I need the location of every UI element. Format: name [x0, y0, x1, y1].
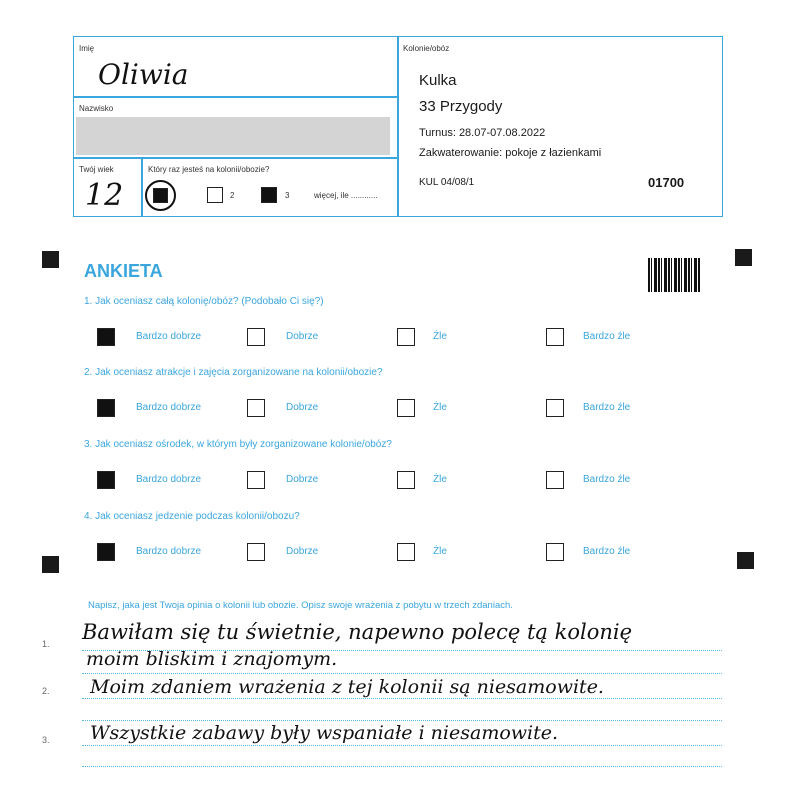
question-2-option-1-checkbox[interactable] — [97, 399, 115, 417]
camp-number: 01700 — [648, 175, 685, 190]
camp-name: Kulka — [419, 72, 457, 89]
question-4-option-2-checkbox[interactable] — [247, 543, 265, 561]
question-1-text: 1. Jak oceniasz całą kolonię/obóz? (Podobało Ci się?) — [84, 296, 324, 307]
camp-program: 33 Przygody — [419, 98, 503, 115]
question-4-option-3-label: Źle — [433, 546, 447, 557]
header-col-divider — [141, 157, 143, 217]
question-1-option-1-checkbox[interactable] — [97, 328, 115, 346]
times-option-2-label: 2 — [230, 191, 235, 200]
answer-line-3[interactable]: Wszystkie zabawy były wspaniałe i niesamowite. — [90, 722, 559, 744]
answer-line — [82, 766, 722, 767]
opinion-prompt: Napisz, jaka jest Twoja opinia o kolonii lub obozie. Opisz swoje wrażenia z pobytu w trzech zdaniach. — [88, 600, 513, 611]
registration-marker — [735, 249, 752, 266]
name-value[interactable]: Oliwia — [98, 58, 189, 91]
question-4-text: 4. Jak oceniasz jedzenie podczas kolonii/obozu? — [84, 511, 300, 522]
turnus: Turnus: 28.07-07.08.2022 — [419, 127, 546, 139]
answer-line — [82, 720, 722, 721]
question-2-option-1-label: Bardzo dobrze — [136, 402, 202, 413]
question-1-option-4-label: Bardzo źle — [583, 331, 631, 342]
question-1-option-2-checkbox[interactable] — [247, 328, 265, 346]
question-2-option-4-checkbox[interactable] — [546, 399, 564, 417]
question-3-option-1-label: Bardzo dobrze — [136, 474, 202, 485]
question-1-option-2-label: Dobrze — [286, 331, 319, 342]
times-option-3-checkbox[interactable] — [261, 187, 277, 203]
times-option-1-circle — [145, 180, 176, 211]
age-label: Twój wiek — [79, 165, 114, 174]
registration-marker — [42, 251, 59, 268]
camp-label: Kolonie/obóz — [403, 44, 450, 53]
question-4-option-4-label: Bardzo źle — [583, 546, 631, 557]
times-option-more-label: więcej, ile ............ — [314, 191, 378, 200]
registration-marker — [42, 556, 59, 573]
times-option-2-checkbox[interactable] — [207, 187, 223, 203]
question-3-option-4-checkbox[interactable] — [546, 471, 564, 489]
name-label: Imię — [79, 44, 95, 53]
header-row-divider — [73, 157, 398, 159]
question-3-option-4-label: Bardzo źle — [583, 474, 631, 485]
question-4-option-1-label: Bardzo dobrze — [136, 546, 202, 557]
question-2-option-4-label: Bardzo źle — [583, 402, 631, 413]
survey-title: ANKIETA — [84, 261, 163, 281]
surname-redaction — [76, 117, 390, 155]
answer-line-2[interactable]: Moim zdaniem wrażenia z tej kolonii są niesamowite. — [90, 676, 604, 698]
answer-line — [82, 698, 722, 699]
question-3-option-3-label: Źle — [433, 474, 447, 485]
question-4-option-4-checkbox[interactable] — [546, 543, 564, 561]
question-3-text: 3. Jak oceniasz ośrodek, w którym były zorganizowane kolonie/obóz? — [84, 439, 392, 450]
question-2-option-2-checkbox[interactable] — [247, 399, 265, 417]
question-1-option-3-label: Źle — [433, 331, 447, 342]
question-3-option-2-checkbox[interactable] — [247, 471, 265, 489]
question-4-option-2-label: Dobrze — [286, 546, 319, 557]
question-2-option-3-checkbox[interactable] — [397, 399, 415, 417]
header-divider — [397, 36, 399, 217]
answer-line — [82, 745, 722, 746]
age-value[interactable]: 12 — [85, 178, 124, 213]
question-1-option-1-label: Bardzo dobrze — [136, 331, 202, 342]
question-2-text: 2. Jak oceniasz atrakcje i zajęcia zorganizowane na kolonii/obozie? — [84, 367, 383, 378]
question-3-option-3-checkbox[interactable] — [397, 471, 415, 489]
question-3-option-1-checkbox[interactable] — [97, 471, 115, 489]
question-2-option-2-label: Dobrze — [286, 402, 319, 413]
surname-label: Nazwisko — [79, 104, 114, 113]
answer-line-1-continued[interactable]: moim bliskim i znajomym. — [86, 648, 338, 670]
question-2-option-3-label: Źle — [433, 402, 447, 413]
question-3-option-2-label: Dobrze — [286, 474, 319, 485]
answer-line-1[interactable]: Bawiłam się tu świetnie, napewno polecę tą kolonię — [82, 620, 633, 644]
line-number: 1. — [42, 639, 50, 649]
header-row-divider — [73, 96, 398, 98]
question-4-option-3-checkbox[interactable] — [397, 543, 415, 561]
times-option-3-label: 3 — [285, 191, 290, 200]
line-number: 2. — [42, 686, 50, 696]
accommodation: Zakwaterowanie: pokoje z łazienkami — [419, 147, 602, 159]
barcode — [648, 258, 700, 292]
line-number: 3. — [42, 735, 50, 745]
question-1-option-3-checkbox[interactable] — [397, 328, 415, 346]
question-4-option-1-checkbox[interactable] — [97, 543, 115, 561]
registration-marker — [737, 552, 754, 569]
times-label: Który raz jesteś na kolonii/obozie? — [148, 165, 270, 174]
camp-code: KUL 04/08/1 — [419, 177, 475, 188]
answer-line — [82, 673, 722, 674]
question-1-option-4-checkbox[interactable] — [546, 328, 564, 346]
